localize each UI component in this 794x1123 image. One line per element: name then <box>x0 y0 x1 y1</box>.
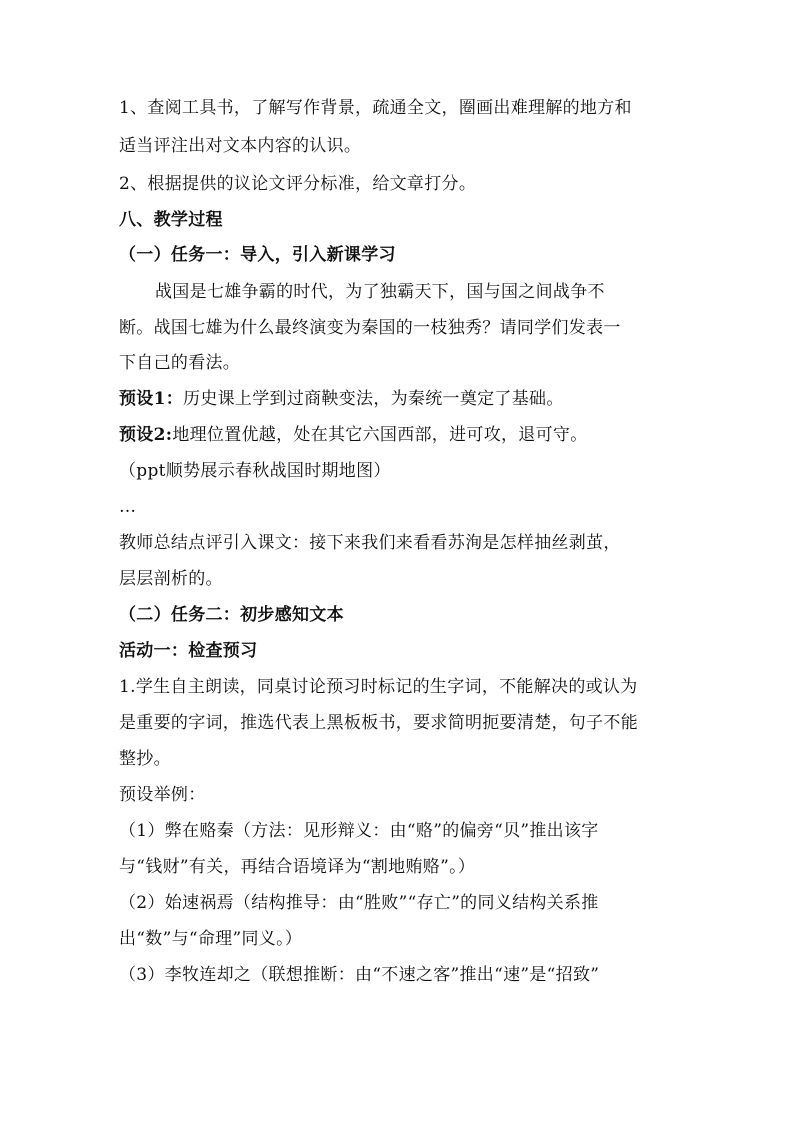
text-line: 教师总结点评引入课文：接下来我们来看看苏洵是怎样抽丝剥茧， <box>119 533 621 553</box>
subsection-heading: （二）任务二：初步感知文本 <box>119 605 344 625</box>
section-heading: 八、教学过程 <box>119 210 223 230</box>
ellipsis: … <box>119 497 137 517</box>
preset-label: 预设2: <box>119 425 173 445</box>
preset-line <box>119 424 689 446</box>
paragraph-line: 战国是七雄争霸的时代，为了独霸天下，国与国之间战争不 <box>155 282 605 302</box>
text-line: 整抄。 <box>119 749 171 769</box>
example-line: （2）始速祸焉（结构推导：由“胜败”“存亡”的同义结构关系推 <box>119 893 599 913</box>
text-line: （ppt顺势展示春秋战国时期地图） <box>119 461 391 481</box>
text-line: 1、查阅工具书，了解写作背景，疏通全文，圈画出难理解的地方和 <box>119 98 632 118</box>
text-line: 层层剖析的。 <box>119 569 223 589</box>
example-line: （3）李牧连却之（联想推断：由“不速之客”推出“速”是“招致” <box>119 965 600 985</box>
example-line: 与“钱财”有关，再结合语境译为“割地贿赂”。） <box>119 857 476 877</box>
preset-label: 预设1： <box>119 389 184 409</box>
paragraph-line: 下自己的看法。 <box>119 353 241 373</box>
preset-text: 地理位置优越，处在其它六国西部，进可攻，退可守。 <box>172 425 588 445</box>
preset-text: 历史课上学到过商鞅变法，为秦统一奠定了基础。 <box>183 389 564 409</box>
text-line: 预设举例： <box>119 785 206 805</box>
example-line: （1）弊在赂秦（方法：见形辩义：由“赂”的偏旁“贝”推出该字 <box>119 821 599 841</box>
text-line: 2、根据提供的议论文评分标准，给文章打分。 <box>119 174 477 194</box>
subsection-heading: （一）任务一：导入，引入新课学习 <box>119 245 396 265</box>
text-line: 1.学生自主朗读，同桌讨论预习时标记的生字词，不能解决的或认为 <box>119 677 638 697</box>
activity-heading: 活动一：检查预习 <box>119 641 258 661</box>
paragraph-line: 断。战国七雄为什么最终演变为秦国的一枝独秀？请同学们发表一 <box>119 318 621 338</box>
example-line: 出“数”与“命理”同义。） <box>119 929 303 949</box>
preset-line <box>119 388 689 410</box>
text-line: 适当评注出对文本内容的认识。 <box>119 136 362 156</box>
text-line: 是重要的字词，推选代表上黑板板书，要求简明扼要清楚，句子不能 <box>119 713 638 733</box>
